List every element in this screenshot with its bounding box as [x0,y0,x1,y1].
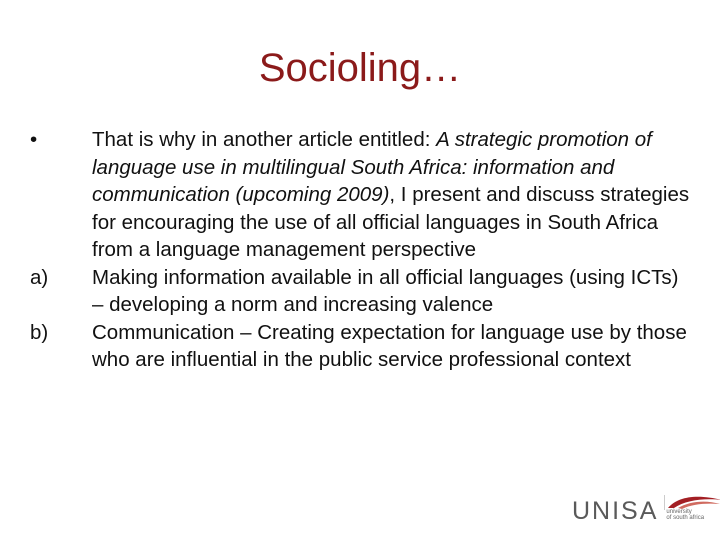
logo-sub-line2: of south africa [666,515,705,521]
bullet-marker: • [30,128,38,151]
slide-title: Socioling… [258,46,462,90]
list-item [22,264,692,319]
list-item-text [92,264,692,319]
list-marker: b) [30,320,49,344]
logo-subtitle [666,509,720,521]
unisa-logo [572,494,720,524]
article-title: A strategic promotion of language use in multilingual South Africa: information and communication (upcoming 2009) [92,128,652,206]
text-before: Communication – Creating expectation for language use by those who are influential in the public service professional context [92,320,687,371]
list-item-text [92,319,692,374]
list-item [22,126,692,264]
list-marker: a) [30,265,49,289]
list-item [22,319,692,374]
list-item-text [92,126,692,264]
text-after: , I present and discuss strategies for encouraging the use of all official languages in South Africa from a language management perspective [92,183,690,261]
logo-sub-line1: university [666,509,692,515]
text-before: That is why in another article entitled: [92,128,437,151]
unisa-logo-icon [664,494,720,524]
bullet-list [22,126,692,374]
logo-wordmark: UNISA [572,497,659,525]
logo-swoosh-icon [664,494,720,510]
text-before: Making information available in all official languages (using ICTs) – developing a norm and increasing valence [92,265,679,316]
